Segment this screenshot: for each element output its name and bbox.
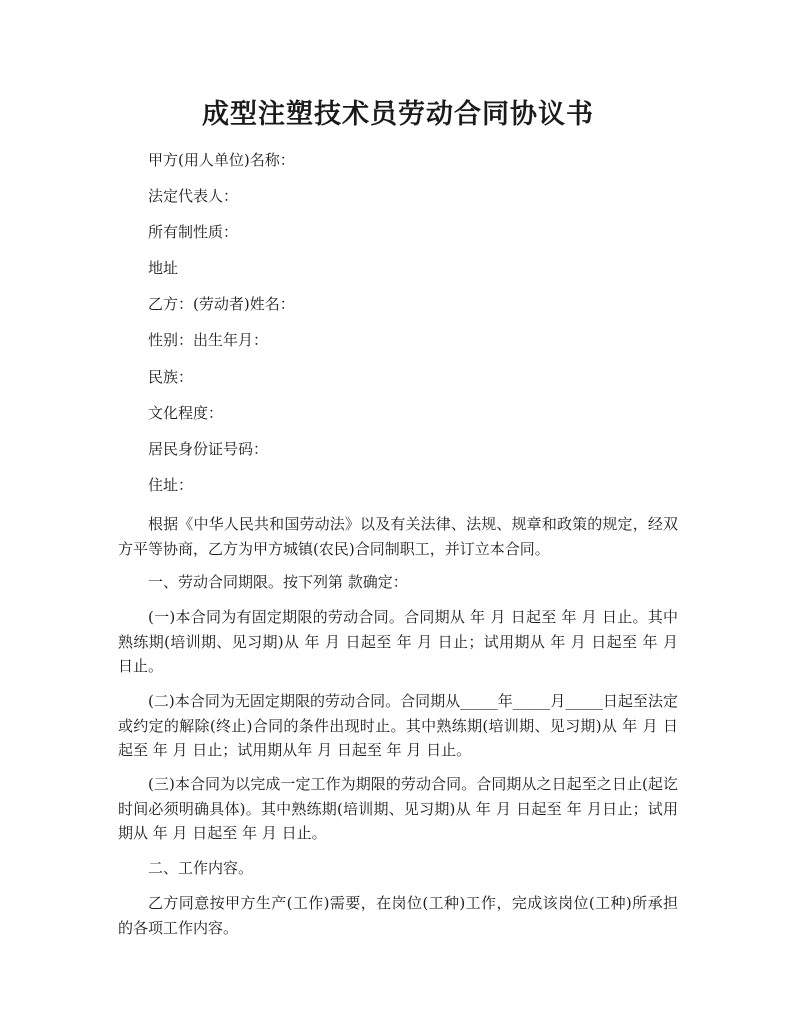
field-education: 文化程度：	[148, 404, 224, 422]
field-residence: 住址：	[148, 476, 194, 494]
field-address: 地址	[148, 259, 179, 277]
field-id-number: 居民身份证号码：	[148, 440, 269, 458]
field-gender-birth: 性别：出生年月：	[148, 331, 269, 349]
section-2-body: 乙方同意按甲方生产(工作)需要，在岗位(工种)工作，完成该岗位(工种)所承担的各项工作内容。	[118, 894, 678, 937]
section-2-heading: 二、工作内容。	[148, 859, 254, 877]
field-legal-representative: 法定代表人：	[148, 187, 239, 205]
intro-paragraph: 根据《中华人民共和国劳动法》以及有关法律、法规、规章和政策的规定，经双方平等协商，乙方为甲方城镇(农民)合同制职工，并订立本合同。	[118, 515, 678, 558]
clause-1-fixed-term: (一)本合同为有固定期限的劳动合同。合同期从 年 月 日起至 年 月 日止。其中熟练期(培训期、见习期)从 年 月 日起至 年 月 日止；试用期从 年 月 日起至 年 月 日止。	[118, 608, 678, 675]
field-party-a-name: 甲方(用人单位)名称：	[148, 151, 295, 169]
clause-3-task-term: (三)本合同为以完成一定工作为期限的劳动合同。合同期从之日起至之日止(起讫时间必须明确具体)。其中熟练期(培训期、见习期)从 年 月 日起至 年 月日止；试用期从 年 月 日起至 年 月 日止。	[118, 775, 678, 842]
clause-2-open-term: (二)本合同为无固定期限的劳动合同。合同期从_____年_____月_____日起至法定或约定的解除(终止)合同的条件出现时止。其中熟练期(培训期、见习期)从 年 月 日起至 年 月 日止；试用期从年 月 日起至 年 月 日止。	[118, 692, 678, 759]
field-ethnicity: 民族：	[148, 368, 194, 386]
document-title: 成型注塑技术员劳动合同协议书	[202, 99, 594, 130]
field-ownership: 所有制性质：	[148, 223, 239, 241]
field-party-b-name: 乙方：(劳动者)姓名：	[148, 295, 295, 313]
section-1-heading: 一、劳动合同期限。按下列第 款确定：	[148, 573, 408, 591]
